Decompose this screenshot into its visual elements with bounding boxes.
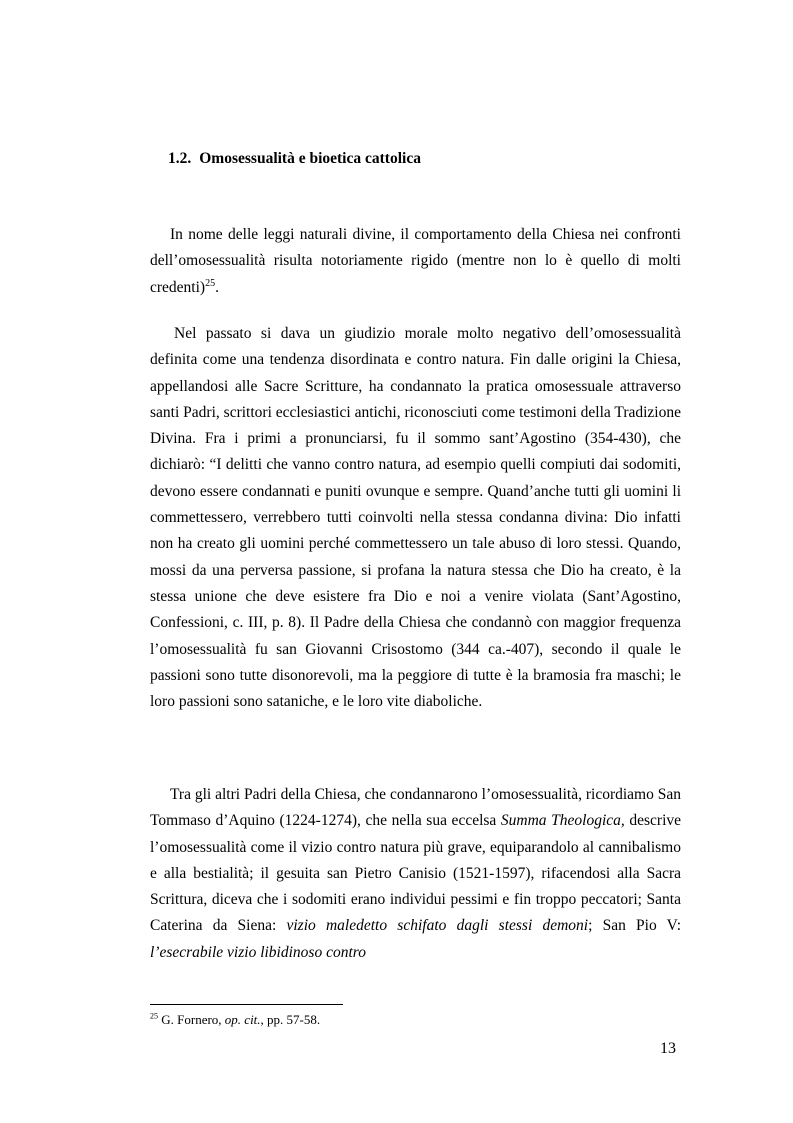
paragraph-3-italic3: l’esecrabile vizio libidinoso contro bbox=[150, 943, 366, 961]
paragraph-3-part1: Tra gli altri Padri della Chiesa, che condannarono l’omosessualità, ricordiamo San Tommaso d’Aquino (1224-1274), che nella sua eccelsa bbox=[150, 786, 681, 830]
footnote-divider bbox=[150, 1004, 343, 1005]
paragraph-3-part2: descrive l’omosessualità come il vizio contro natura più grave, equiparandolo al cannibalismo e alla bestialità; il gesuita san Pietro Canisio (1521-1597), rifacendosi alla Sacra Scrittura, diceva che i sodomiti erano individui pessimi e fin troppo peccatori; Santa Caterina da Siena: bbox=[150, 812, 682, 935]
section-heading bbox=[168, 150, 421, 168]
footnote-marker: 25 bbox=[150, 1011, 158, 1021]
paragraph-1-end: . bbox=[215, 278, 219, 296]
footnote-italic: op. cit., bbox=[224, 1012, 264, 1027]
footnote bbox=[150, 1012, 320, 1028]
footnote-author: G. Fornero, bbox=[158, 1012, 225, 1027]
page-number: 13 bbox=[660, 1040, 676, 1057]
paragraph-2 bbox=[150, 321, 681, 715]
footnote-pages: pp. 57-58. bbox=[263, 1012, 321, 1027]
paragraph-3-italic2: vizio maledetto schifato dagli stessi demoni bbox=[286, 917, 589, 935]
paragraph-1-text: In nome delle leggi naturali divine, il comportamento della Chiesa nei confronti dell’omosessualità risulta notoriamente rigido (mentre non lo è quello di molti credenti) bbox=[150, 226, 681, 296]
footnote-reference[interactable]: 25 bbox=[205, 277, 216, 289]
paragraph-3 bbox=[150, 782, 681, 966]
paragraph-3-italic1: Summa Theologica, bbox=[500, 812, 625, 830]
paragraph-1 bbox=[150, 222, 681, 301]
section-number: 1.2. bbox=[168, 150, 192, 167]
paragraph-3-part3: ; San Pio V: bbox=[588, 917, 682, 935]
paragraph-2-text: Nel passato si dava un giudizio morale molto negativo dell’omosessualità definita come una tendenza disordinata e contro natura. Fin dalle origini la Chiesa, appellandosi alle Sacre Scritture, ha condannato la pratica omosessuale attraverso santi Padri, scrittori ecclesiastici antichi, riconosciuti come testimoni della Tradizione Divina. Fra i primi a pronunciarsi, fu il sommo sant’Agostino (354-430), che dichiarò: “I delitti che vanno contro natura, ad esempio quelli compiuti dai sodomiti, devono essere condannati e puniti ovunque e sempre. Quand’anche tutti gli uomini li commettessero, verrebbero tutti coinvolti nella stessa condanna divina: Dio infatti non ha creato gli uomini perché commettessero un tale abuso di loro stessi. Quando, mossi da una perversa passione, si profana la natura stessa che Dio ha creato, è la stessa unione che deve esistere fra Dio e noi a venire violata (Sant’Agostino, Confessioni, c. III, p. 8). Il Padre della Chiesa che condannò con maggior frequenza l’omosessualità fu san Giovanni Crisostomo (344 ca.-407), secondo il quale le passioni sono tutte disonorevoli, ma la peggiore di tutte è la bramosia fra maschi; le loro passioni sono sataniche, e le loro vite diaboliche. bbox=[150, 325, 681, 711]
section-title: Omosessualità e bioetica cattolica bbox=[199, 150, 421, 167]
